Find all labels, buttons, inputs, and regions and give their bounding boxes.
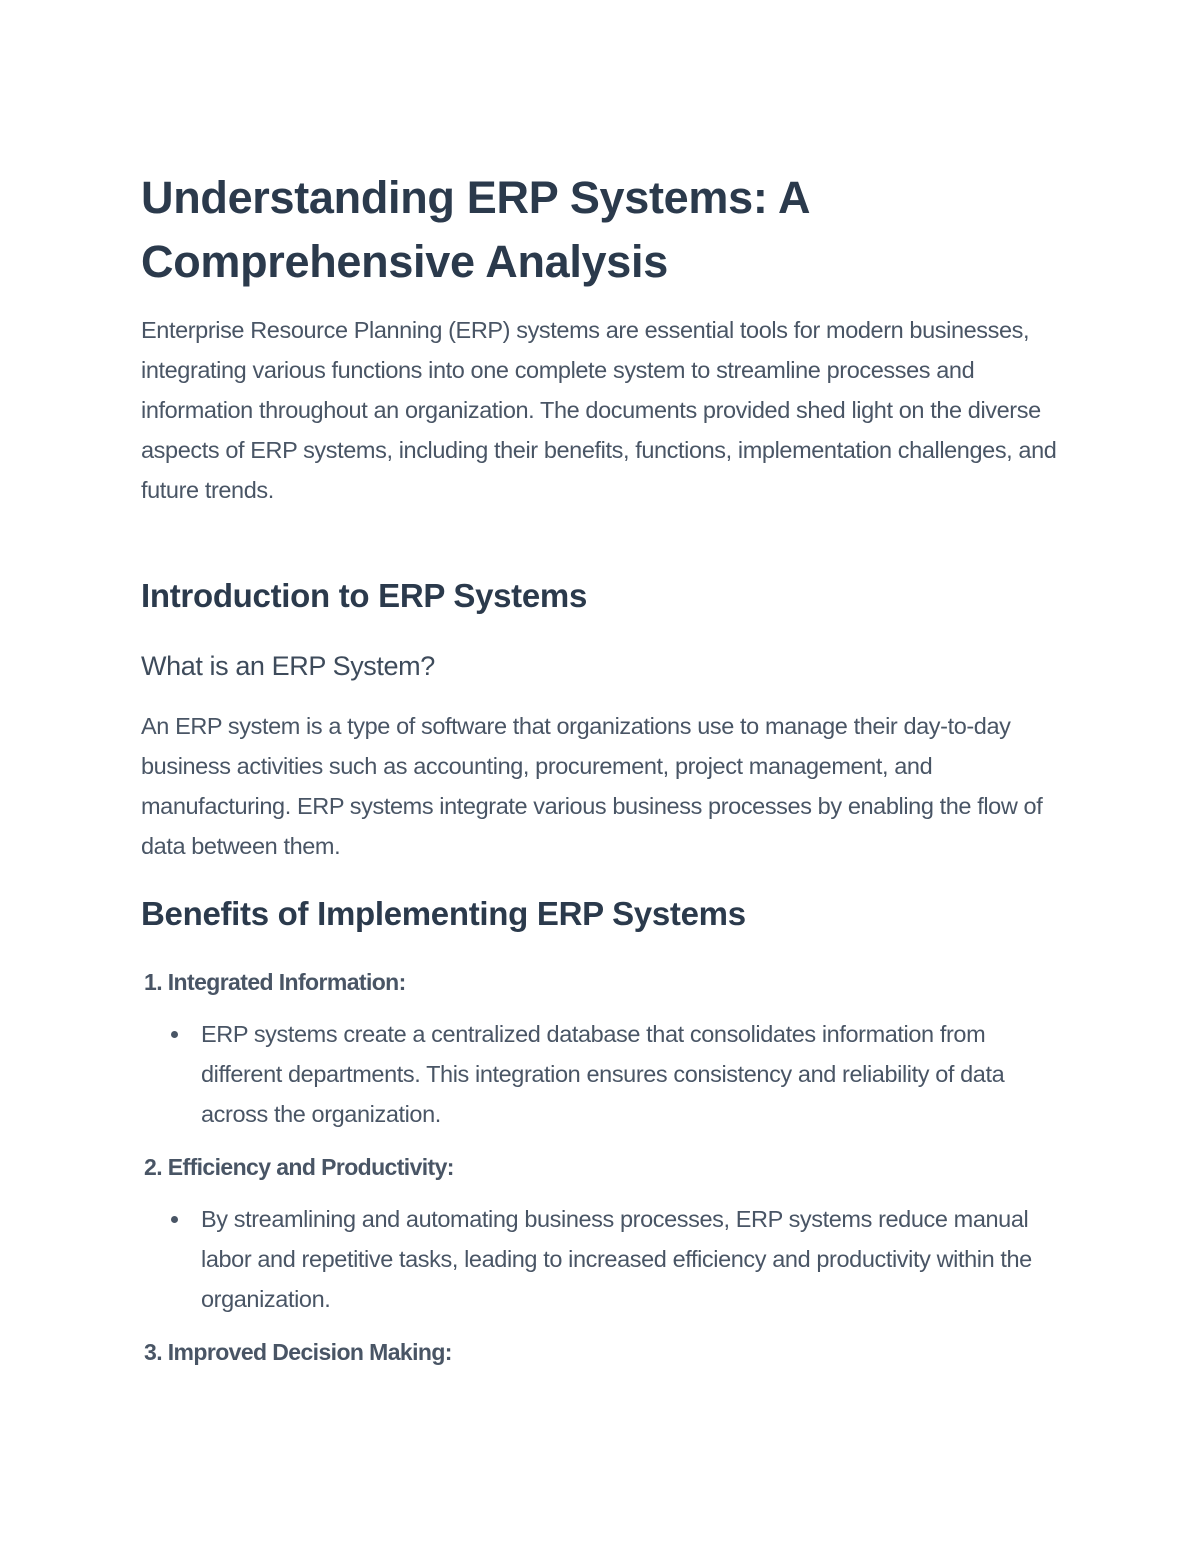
what-is-erp-paragraph: An ERP system is a type of software that organizations use to manage their day-to-day business activities such as accounting, procurement, project management, and manufacturing. ERP systems integrate various business processes by enabling the flow of data between them. [141, 713, 1043, 859]
bullet-icon [171, 1216, 178, 1223]
section-heading-introduction: Introduction to ERP Systems [141, 577, 588, 614]
section-heading-benefits: Benefits of Implementing ERP Systems [141, 895, 746, 932]
document-title: Understanding ERP Systems: A Comprehensive Analysis [141, 172, 809, 287]
bullet-icon [171, 1031, 178, 1038]
benefit-label-efficiency: 2. Efficiency and Productivity: [144, 1154, 454, 1180]
bullet-text: ERP systems create a centralized database that consolidates information from different departments. This integration ensures consistency and reliability of data across the organization. [201, 1021, 1005, 1127]
intro-paragraph: Enterprise Resource Planning (ERP) systems are essential tools for modern businesses, integrating various functions into one complete system to streamline processes and information throughout an organization. The documents provided shed light on the diverse aspects of ERP systems, including their benefits, functions, implementation challenges, and future trends. [141, 317, 1057, 503]
benefit-label-integrated-information: 1. Integrated Information: [144, 969, 406, 995]
subheading-what-is-erp: What is an ERP System? [141, 651, 435, 681]
benefit-label-decision-making: 3. Improved Decision Making: [144, 1339, 452, 1365]
bullet-text: By streamlining and automating business processes, ERP systems reduce manual labor and repetitive tasks, leading to increased efficiency and productivity within the organization. [201, 1206, 1032, 1312]
